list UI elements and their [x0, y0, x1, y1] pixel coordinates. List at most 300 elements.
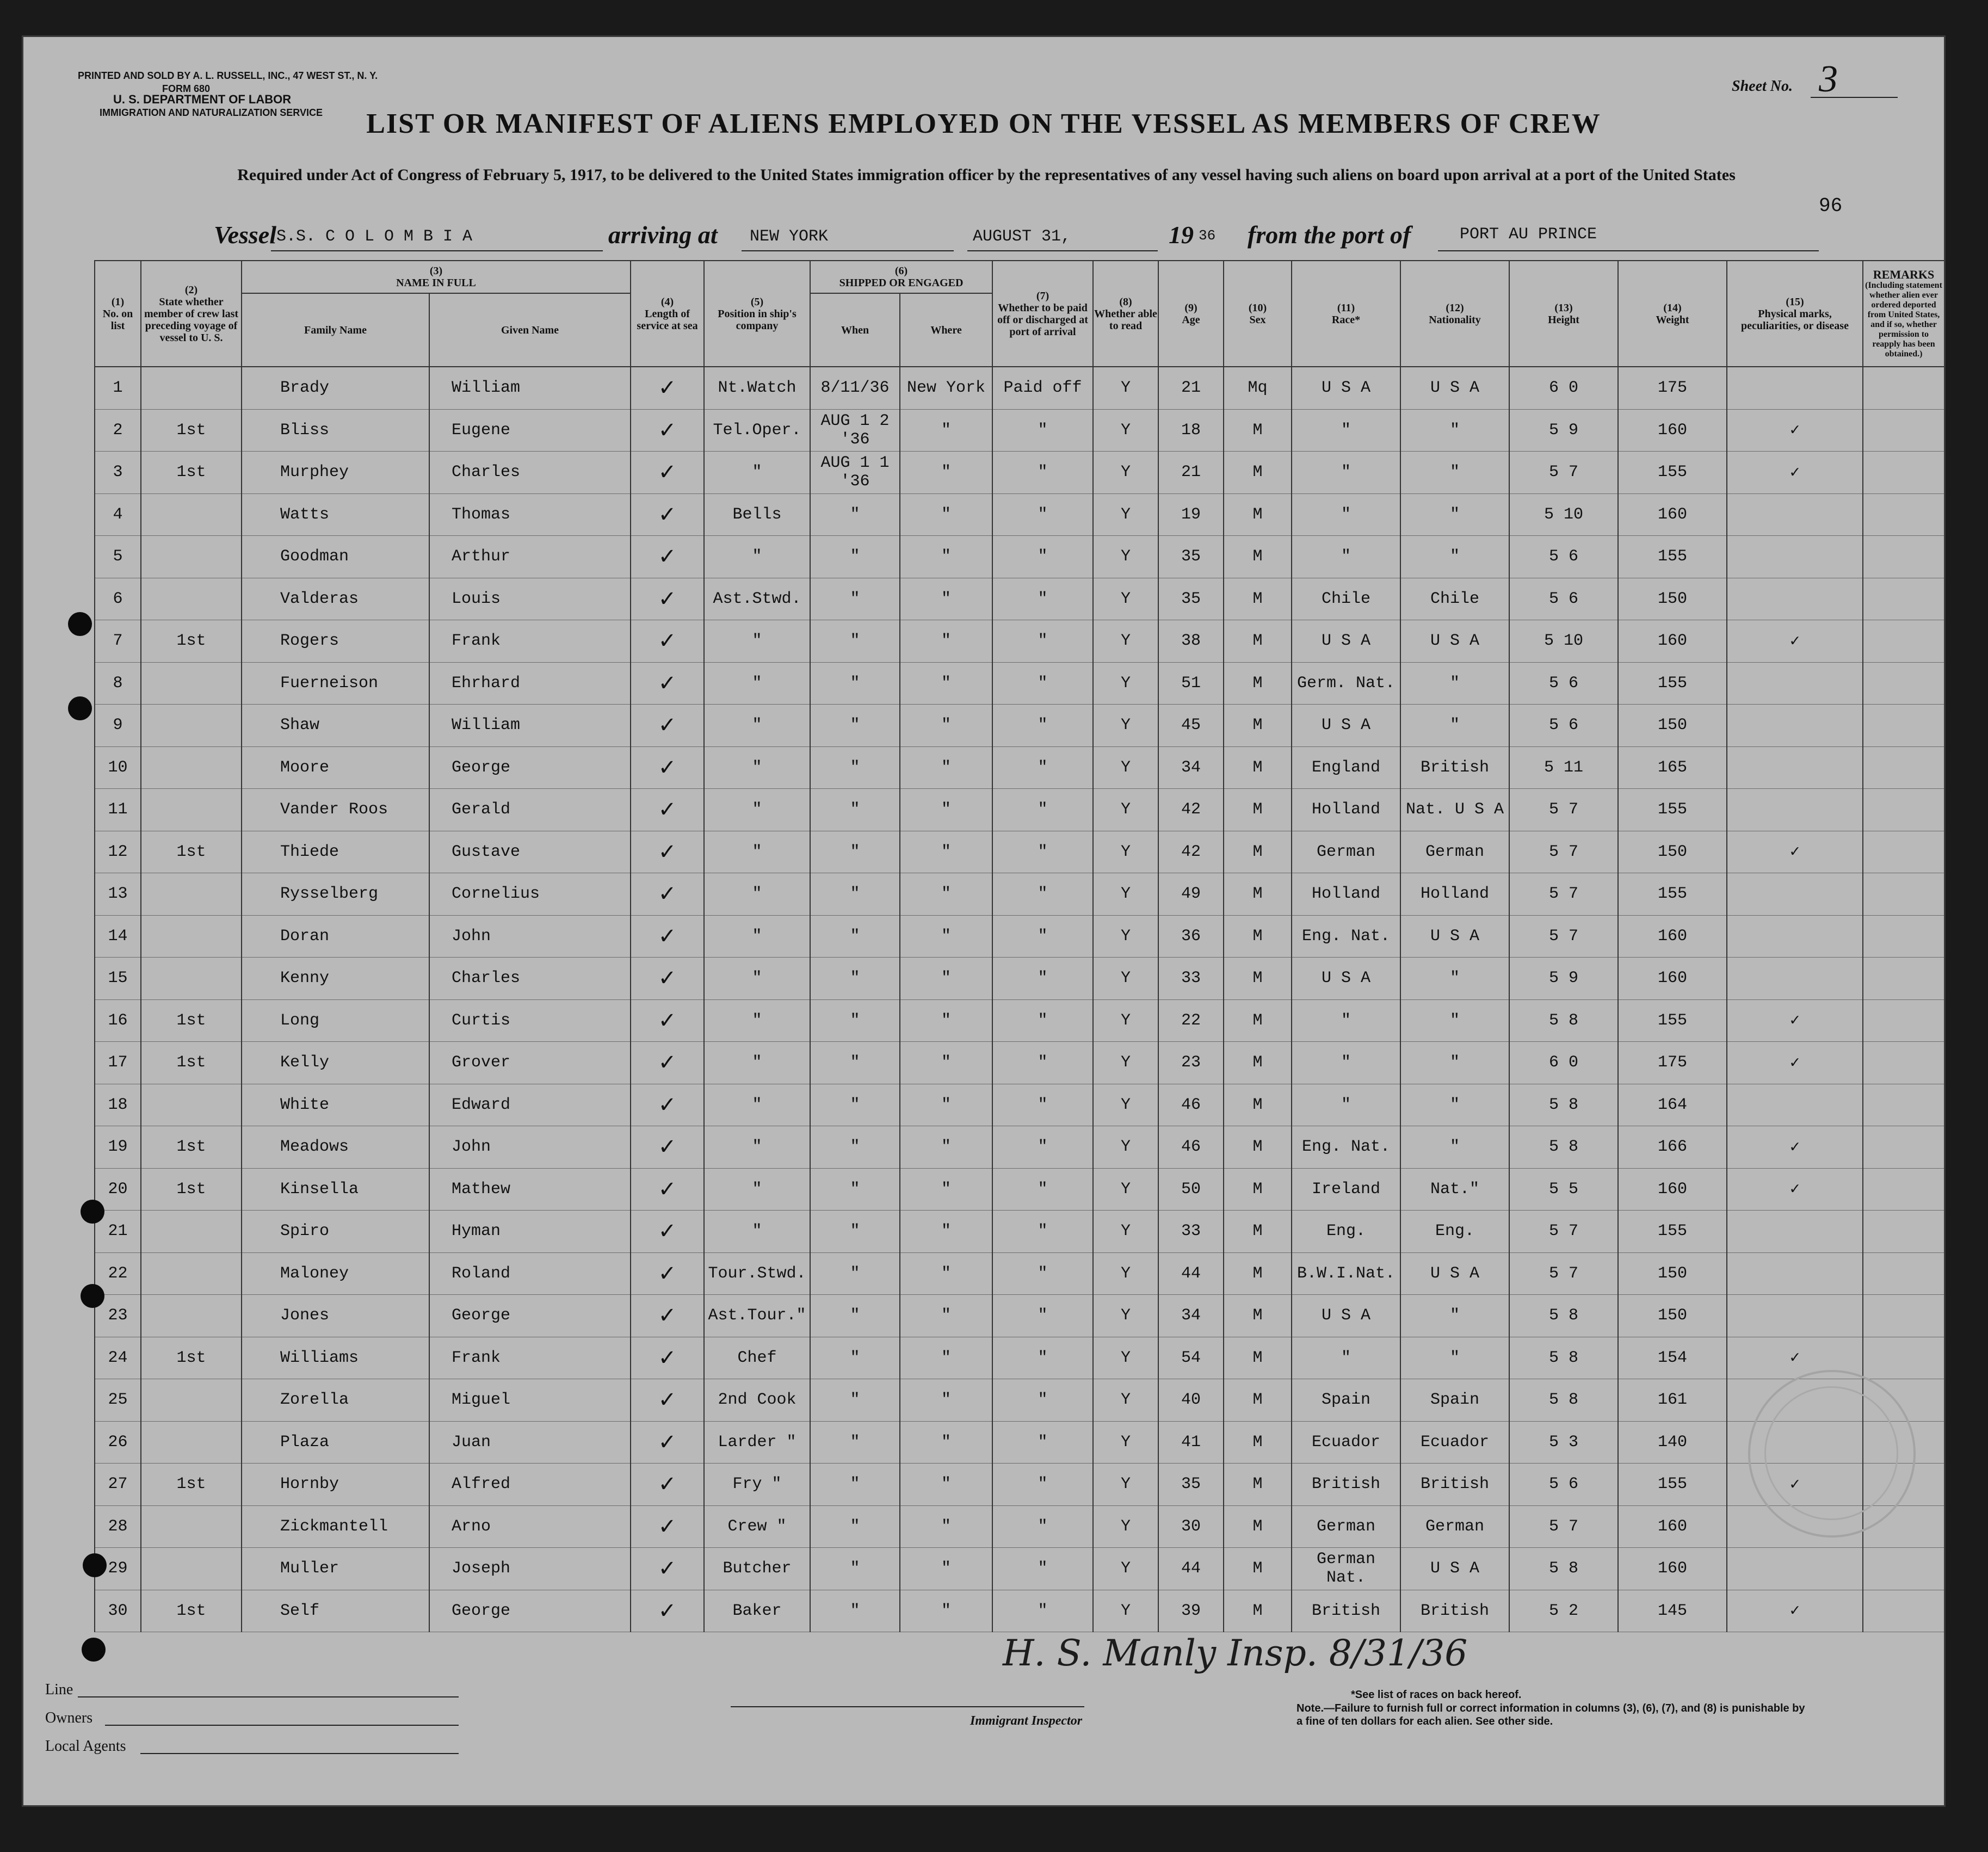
age: 34: [1158, 746, 1224, 789]
shipped-when: ": [810, 1168, 900, 1211]
able-to-read: Y: [1093, 705, 1158, 747]
nationality: ": [1400, 409, 1509, 452]
given-name: Frank: [429, 1337, 631, 1379]
nationality: Nat. U S A: [1400, 789, 1509, 831]
prev-voyage: [141, 1252, 242, 1295]
paid-off: ": [992, 1211, 1093, 1253]
given-name: Gerald: [429, 789, 631, 831]
check-mark-icon: ✓: [658, 1219, 677, 1244]
shipped-when: ": [810, 873, 900, 916]
shipped-where: ": [900, 1548, 992, 1590]
sex: M: [1224, 705, 1292, 747]
height: 5 7: [1509, 831, 1618, 873]
check-mark-icon: ✓: [658, 839, 677, 865]
nationality: British: [1400, 1464, 1509, 1506]
age: 33: [1158, 1211, 1224, 1253]
shipped-where: ": [900, 999, 992, 1042]
remarks: [1863, 620, 1944, 663]
height: 6 0: [1509, 1042, 1618, 1084]
prev-voyage: [141, 536, 242, 578]
physical-mark: ✓: [1727, 1464, 1863, 1506]
shipped-when: ": [810, 1548, 900, 1590]
col-header-name: (3) NAME IN FULL: [242, 261, 631, 293]
able-to-read: Y: [1093, 1337, 1158, 1379]
paid-off: ": [992, 1379, 1093, 1422]
weight: 155: [1618, 873, 1727, 916]
check-mark-icon: ✓: [658, 1092, 677, 1118]
race: German: [1292, 1505, 1400, 1548]
col-header-remarks: REMARKS (Including statement whether alien ever ordered deported from United States, and if so, whether permission to reapply has been obtained.): [1863, 261, 1944, 367]
race: Spain: [1292, 1379, 1400, 1422]
remarks: [1863, 367, 1944, 409]
shipped-when: ": [810, 999, 900, 1042]
nationality: Ecuador: [1400, 1421, 1509, 1464]
position: Larder ": [704, 1421, 810, 1464]
service-length: [631, 1084, 704, 1126]
table-row: [95, 873, 1944, 916]
physical-mark: [1727, 1548, 1863, 1590]
given-name: William: [429, 367, 631, 409]
given-name: Arno: [429, 1505, 631, 1548]
able-to-read: Y: [1093, 1295, 1158, 1337]
shipped-where: ": [900, 620, 992, 663]
position: Chef: [704, 1337, 810, 1379]
nationality: Spain: [1400, 1379, 1509, 1422]
height: 5 9: [1509, 958, 1618, 1000]
check-mark-icon: ✓: [658, 417, 677, 443]
check-mark-icon: ✓: [658, 1008, 677, 1033]
prev-voyage: 1st: [141, 1126, 242, 1169]
service-name: IMMIGRATION AND NATURALIZATION SERVICE: [100, 107, 323, 118]
age: 35: [1158, 1464, 1224, 1506]
shipped-where: ": [900, 536, 992, 578]
physical-mark: ✓: [1727, 1042, 1863, 1084]
binder-hole: [68, 696, 92, 720]
line-label: Line: [45, 1681, 73, 1698]
weight: 150: [1618, 705, 1727, 747]
paid-off: ": [992, 958, 1093, 1000]
remarks: [1863, 1126, 1944, 1169]
col-header-given: Given Name: [429, 293, 631, 367]
remarks: [1863, 536, 1944, 578]
col-header-sex: (10) Sex: [1224, 261, 1292, 367]
prev-voyage: 1st: [141, 831, 242, 873]
able-to-read: Y: [1093, 1379, 1158, 1422]
physical-mark: [1727, 746, 1863, 789]
given-name: John: [429, 1126, 631, 1169]
service-length: [631, 536, 704, 578]
prev-voyage: [141, 1421, 242, 1464]
shipped-where: ": [900, 873, 992, 916]
age: 33: [1158, 958, 1224, 1000]
sex: Mq: [1224, 367, 1292, 409]
height: 5 2: [1509, 1590, 1618, 1632]
remarks: [1863, 1084, 1944, 1126]
physical-mark: [1727, 705, 1863, 747]
service-length: [631, 578, 704, 620]
nationality: ": [1400, 1042, 1509, 1084]
shipped-when: ": [810, 1042, 900, 1084]
physical-mark: [1727, 958, 1863, 1000]
check-mark-icon: ✓: [658, 755, 677, 780]
race: U S A: [1292, 705, 1400, 747]
manifest-sheet: [22, 35, 1946, 1807]
check-mark-icon: ✓: [658, 586, 677, 612]
service-length: [631, 1126, 704, 1169]
agents-field: [140, 1753, 459, 1754]
able-to-read: Y: [1093, 1211, 1158, 1253]
table-row: [95, 578, 1944, 620]
check-mark-icon: ✓: [658, 1303, 677, 1329]
age: 44: [1158, 1252, 1224, 1295]
prev-voyage: 1st: [141, 452, 242, 494]
given-name: Edward: [429, 1084, 631, 1126]
service-length: [631, 746, 704, 789]
position: Crew ": [704, 1505, 810, 1548]
height: 5 7: [1509, 1252, 1618, 1295]
shipped-where: ": [900, 1295, 992, 1337]
remarks: [1863, 789, 1944, 831]
nationality: ": [1400, 536, 1509, 578]
weight: 160: [1618, 958, 1727, 1000]
weight: 166: [1618, 1126, 1727, 1169]
shipped-where: ": [900, 831, 992, 873]
weight: 164: [1618, 1084, 1727, 1126]
weight: 161: [1618, 1379, 1727, 1422]
physical-mark: ✓: [1727, 1337, 1863, 1379]
shipped-when: ": [810, 705, 900, 747]
service-length: [631, 1548, 704, 1590]
paid-off: ": [992, 705, 1093, 747]
service-length: [631, 493, 704, 536]
check-mark-icon: ✓: [658, 797, 677, 823]
age: 19: [1158, 493, 1224, 536]
shipped-when: ": [810, 493, 900, 536]
family-name: Shaw: [242, 705, 429, 747]
paid-off: ": [992, 1252, 1093, 1295]
shipped-when: ": [810, 915, 900, 958]
sex: M: [1224, 1126, 1292, 1169]
sex: M: [1224, 1042, 1292, 1084]
race: ": [1292, 1084, 1400, 1126]
able-to-read: Y: [1093, 1548, 1158, 1590]
nationality: British: [1400, 746, 1509, 789]
table-row: [95, 831, 1944, 873]
height: 5 8: [1509, 1295, 1618, 1337]
weight: 155: [1618, 452, 1727, 494]
prev-voyage: [141, 1084, 242, 1126]
prev-voyage: 1st: [141, 1042, 242, 1084]
table-row: [95, 1421, 1944, 1464]
physical-mark: [1727, 789, 1863, 831]
age: 21: [1158, 367, 1224, 409]
nationality: ": [1400, 1084, 1509, 1126]
prev-voyage: 1st: [141, 1464, 242, 1506]
family-name: Rysselberg: [242, 873, 429, 916]
row-number: 25: [95, 1379, 141, 1422]
race: British: [1292, 1590, 1400, 1632]
physical-mark: ✓: [1727, 831, 1863, 873]
given-name: John: [429, 915, 631, 958]
paid-off: ": [992, 1548, 1093, 1590]
able-to-read: Y: [1093, 999, 1158, 1042]
check-mark-icon: ✓: [658, 502, 677, 527]
able-to-read: Y: [1093, 452, 1158, 494]
position: Bells: [704, 493, 810, 536]
prev-voyage: [141, 746, 242, 789]
weight: 175: [1618, 367, 1727, 409]
able-to-read: Y: [1093, 1042, 1158, 1084]
height: 5 8: [1509, 1084, 1618, 1126]
shipped-when: ": [810, 620, 900, 663]
race: British: [1292, 1464, 1400, 1506]
from-label: from the port of: [1248, 221, 1411, 249]
given-name: George: [429, 746, 631, 789]
race: ": [1292, 452, 1400, 494]
given-name: Arthur: [429, 536, 631, 578]
printer-credit: PRINTED AND SOLD BY A. L. RUSSELL, INC., 47 WEST ST., N. Y.: [78, 70, 378, 81]
age: 40: [1158, 1379, 1224, 1422]
crew-table: [94, 260, 1945, 1632]
given-name: George: [429, 1295, 631, 1337]
remarks: [1863, 452, 1944, 494]
nationality: Eng.: [1400, 1211, 1509, 1253]
height: 5 8: [1509, 1379, 1618, 1422]
col-header-family: Family Name: [242, 293, 429, 367]
table-row: [95, 705, 1944, 747]
paid-off: ": [992, 662, 1093, 705]
nationality: ": [1400, 1295, 1509, 1337]
col-header-paid-off: (7) Whether to be paid off or discharged at port of arrival: [992, 261, 1093, 367]
check-mark-icon: ✓: [658, 1556, 677, 1582]
age: 44: [1158, 1548, 1224, 1590]
weight: 160: [1618, 1168, 1727, 1211]
sex: M: [1224, 999, 1292, 1042]
remarks: [1863, 1295, 1944, 1337]
physical-mark: [1727, 662, 1863, 705]
sex: M: [1224, 1590, 1292, 1632]
binder-hole: [81, 1284, 104, 1308]
able-to-read: Y: [1093, 958, 1158, 1000]
departure-port: PORT AU PRINCE: [1460, 225, 1597, 244]
row-number: 5: [95, 536, 141, 578]
height: 5 6: [1509, 536, 1618, 578]
table-row: [95, 1211, 1944, 1253]
sex: M: [1224, 1421, 1292, 1464]
col-header-service: (4) Length of service at sea: [631, 261, 704, 367]
row-number: 19: [95, 1126, 141, 1169]
table-row: [95, 1042, 1944, 1084]
line-field: [78, 1696, 459, 1697]
age: 45: [1158, 705, 1224, 747]
sex: M: [1224, 873, 1292, 916]
paid-off: ": [992, 1084, 1093, 1126]
service-length: [631, 789, 704, 831]
sheet-label: Sheet No.: [1732, 78, 1793, 95]
height: 5 7: [1509, 1505, 1618, 1548]
able-to-read: Y: [1093, 409, 1158, 452]
check-mark-icon: ✓: [658, 966, 677, 991]
prev-voyage: [141, 915, 242, 958]
able-to-read: Y: [1093, 662, 1158, 705]
prev-voyage: [141, 1548, 242, 1590]
race: Chile: [1292, 578, 1400, 620]
row-number: 3: [95, 452, 141, 494]
check-mark-icon: ✓: [658, 1050, 677, 1076]
service-length: [631, 1464, 704, 1506]
binder-hole: [68, 612, 92, 636]
able-to-read: Y: [1093, 789, 1158, 831]
able-to-read: Y: [1093, 578, 1158, 620]
paid-off: ": [992, 1505, 1093, 1548]
row-number: 13: [95, 873, 141, 916]
prev-voyage: [141, 1379, 242, 1422]
physical-mark: [1727, 1084, 1863, 1126]
row-number: 1: [95, 367, 141, 409]
weight: 155: [1618, 789, 1727, 831]
table-row: [95, 1505, 1944, 1548]
row-number: 21: [95, 1211, 141, 1253]
shipped-when: AUG 1 2 '36: [810, 409, 900, 452]
position: ": [704, 536, 810, 578]
table-row: [95, 662, 1944, 705]
position: ": [704, 789, 810, 831]
row-number: 4: [95, 493, 141, 536]
position: ": [704, 1042, 810, 1084]
nationality: ": [1400, 452, 1509, 494]
nationality: Nat.": [1400, 1168, 1509, 1211]
row-number: 30: [95, 1590, 141, 1632]
race: German: [1292, 831, 1400, 873]
remarks: [1863, 1590, 1944, 1632]
arriving-label: arriving at: [608, 221, 718, 249]
from-underline: [1438, 250, 1819, 251]
physical-mark: [1727, 493, 1863, 536]
physical-mark: [1727, 873, 1863, 916]
height: 5 6: [1509, 578, 1618, 620]
family-name: Brady: [242, 367, 429, 409]
check-mark-icon: ✓: [658, 375, 677, 401]
family-name: Self: [242, 1590, 429, 1632]
position: ": [704, 620, 810, 663]
shipped-where: ": [900, 1126, 992, 1169]
page-subtitle: Required under Act of Congress of February 5, 1917, to be delivered to the United States immigration officer by the representatives of any vessel having such aliens on board upon arrival at a port of the United States: [237, 166, 1736, 184]
service-length: [631, 662, 704, 705]
shipped-where: ": [900, 452, 992, 494]
service-length: [631, 705, 704, 747]
remarks: [1863, 409, 1944, 452]
shipped-where: ": [900, 789, 992, 831]
able-to-read: Y: [1093, 1252, 1158, 1295]
service-length: [631, 831, 704, 873]
weight: 140: [1618, 1421, 1727, 1464]
shipped-when: ": [810, 1379, 900, 1422]
shipped-when: ": [810, 662, 900, 705]
date-underline: [967, 250, 1158, 251]
paid-off: ": [992, 409, 1093, 452]
shipped-when: ": [810, 1211, 900, 1253]
nationality: U S A: [1400, 367, 1509, 409]
age: 46: [1158, 1084, 1224, 1126]
weight: 150: [1618, 1252, 1727, 1295]
age: 51: [1158, 662, 1224, 705]
paid-off: ": [992, 452, 1093, 494]
paid-off: ": [992, 831, 1093, 873]
table-row: [95, 1084, 1944, 1126]
sex: M: [1224, 1252, 1292, 1295]
prev-voyage: [141, 367, 242, 409]
arrival-port: NEW YORK: [750, 227, 829, 246]
family-name: Muller: [242, 1548, 429, 1590]
position: ": [704, 1126, 810, 1169]
service-length: [631, 1337, 704, 1379]
age: 38: [1158, 620, 1224, 663]
sex: M: [1224, 789, 1292, 831]
check-mark-icon: ✓: [658, 670, 677, 696]
shipped-when: ": [810, 1505, 900, 1548]
row-number: 27: [95, 1464, 141, 1506]
given-name: Louis: [429, 578, 631, 620]
paid-off: ": [992, 493, 1093, 536]
row-number: 14: [95, 915, 141, 958]
race: ": [1292, 409, 1400, 452]
table-row: [95, 1337, 1944, 1379]
col-header-age: (9) Age: [1158, 261, 1224, 367]
paid-off: ": [992, 578, 1093, 620]
prev-voyage: 1st: [141, 620, 242, 663]
inspector-signature: H. S. Manly Insp. 8/31/36: [1003, 1632, 1468, 1674]
race: ": [1292, 493, 1400, 536]
binder-hole: [82, 1638, 106, 1662]
family-name: Kenny: [242, 958, 429, 1000]
paid-off: ": [992, 789, 1093, 831]
physical-mark: ✓: [1727, 409, 1863, 452]
shipped-where: ": [900, 493, 992, 536]
position: ": [704, 873, 810, 916]
height: 6 0: [1509, 367, 1618, 409]
weight: 150: [1618, 831, 1727, 873]
weight: 155: [1618, 1464, 1727, 1506]
position: ": [704, 1168, 810, 1211]
col-header-race: (11) Race*: [1292, 261, 1400, 367]
shipped-when: ": [810, 789, 900, 831]
remarks: [1863, 1042, 1944, 1084]
remarks: [1863, 662, 1944, 705]
paid-off: ": [992, 999, 1093, 1042]
paid-off: ": [992, 1464, 1093, 1506]
shipped-where: ": [900, 662, 992, 705]
shipped-where: ": [900, 1421, 992, 1464]
height: 5 7: [1509, 789, 1618, 831]
age: 22: [1158, 999, 1224, 1042]
able-to-read: Y: [1093, 493, 1158, 536]
shipped-where: ": [900, 746, 992, 789]
height: 5 10: [1509, 620, 1618, 663]
table-row: [95, 1295, 1944, 1337]
race: Ireland: [1292, 1168, 1400, 1211]
col-header-read: (8) Whether able to read: [1093, 261, 1158, 367]
given-name: Frank: [429, 620, 631, 663]
weight: 160: [1618, 1548, 1727, 1590]
row-number: 12: [95, 831, 141, 873]
service-length: [631, 1211, 704, 1253]
weight: 150: [1618, 1295, 1727, 1337]
weight: 145: [1618, 1590, 1727, 1632]
weight: 165: [1618, 746, 1727, 789]
height: 5 7: [1509, 915, 1618, 958]
family-name: Thiede: [242, 831, 429, 873]
race: ": [1292, 999, 1400, 1042]
